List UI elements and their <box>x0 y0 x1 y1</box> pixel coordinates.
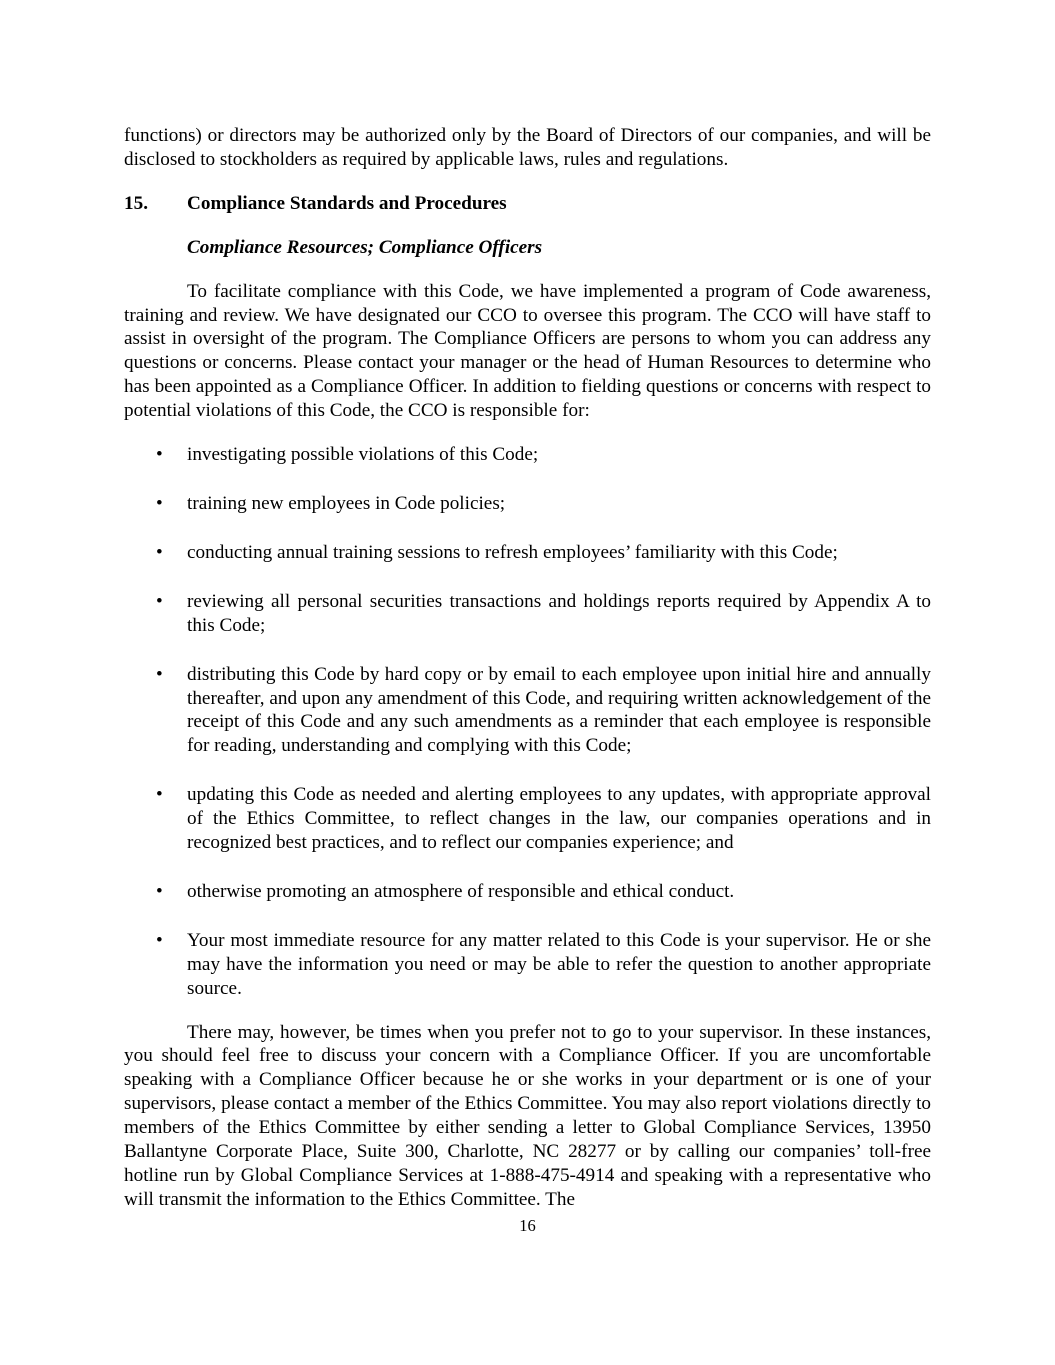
list-item-text: updating this Code as needed and alerting employees to any updates, with appropriate approval of the Ethics Committee, to reflect changes in the law, our companies operations and in recognized best practices, and to reflect our companies experience; and <box>187 784 931 854</box>
list-item-text: otherwise promoting an atmosphere of responsible and ethical conduct. <box>187 880 735 902</box>
section-title: Compliance Standards and Procedures <box>187 192 507 214</box>
list-item <box>124 443 931 467</box>
list-item <box>124 590 931 638</box>
list-item <box>124 880 931 904</box>
list-item <box>124 929 931 1001</box>
list-item <box>124 663 931 759</box>
page-number: 16 <box>519 1216 536 1235</box>
responsibilities-list <box>124 443 931 1001</box>
body-paragraph-1: To facilitate compliance with this Code, we have implemented a program of Code awareness, training and review. We have designated our CCO to oversee this program. The CCO will have staff to assist in oversight of the program. The Compliance Officers are persons to whom you can address any questions or concerns. Please contact your manager or the head of Human Resources to determine who has been appointed as a Compliance Officer. In addition to fielding questions or concerns with respect to potential violations of this Code, the CCO is responsible for: <box>124 280 931 422</box>
list-item-text: reviewing all personal securities transactions and holdings reports required by Appendix A to this Code; <box>187 590 931 636</box>
document-page <box>124 124 931 1212</box>
bullet-icon: • <box>156 541 163 563</box>
bullet-icon: • <box>156 929 163 951</box>
section-heading <box>124 192 931 216</box>
list-item-text: Your most immediate resource for any matter related to this Code is your supervisor. He or she may have the information you need or may be able to refer the question to another appropriate source. <box>187 929 931 999</box>
list-item <box>124 492 931 516</box>
bullet-icon: • <box>156 590 163 612</box>
bullet-icon: • <box>156 444 163 466</box>
intro-paragraph: functions) or directors may be authorized only by the Board of Directors of our companies, and will be disclosed to stockholders as required by applicable laws, rules and regulations. <box>124 125 931 170</box>
list-item-text: distributing this Code by hard copy or by email to each employee upon initial hire and annually thereafter, and upon any amendment of this Code, and requiring written acknowledgement of the receipt of this Code and any such amendments as a reminder that each employee is responsible for reading, understanding and complying with this Code; <box>187 663 931 757</box>
bullet-icon: • <box>156 880 163 902</box>
list-item-text: conducting annual training sessions to refresh employees’ familiarity with this Code; <box>187 541 838 563</box>
list-item-text: training new employees in Code policies; <box>187 492 506 514</box>
list-item <box>124 541 931 565</box>
bullet-icon: • <box>156 492 163 514</box>
bullet-icon: • <box>156 784 163 806</box>
list-item-text: investigating possible violations of this Code; <box>187 444 539 466</box>
body-paragraph-2: There may, however, be times when you prefer not to go to your supervisor. In these instances, you should feel free to discuss your concern with a Compliance Officer. If you are uncomfortable speaking with a Compliance Officer because he or she works in your department or is one of your supervisors, please contact a member of the Ethics Committee. You may also report violations directly to members of the Ethics Committee by either sending a letter to Global Compliance Services, 13950 Ballantyne Corporate Place, Suite 300, Charlotte, NC 28277 or by calling our companies’ toll-free hotline run by Global Compliance Services at 1-888-475-4914 and speaking with a representative who will transmit the information to the Ethics Committee. The <box>124 1021 931 1210</box>
bullet-icon: • <box>156 663 163 685</box>
list-item <box>124 783 931 855</box>
section-number: 15. <box>124 192 148 214</box>
section-subtitle: Compliance Resources; Compliance Officers <box>187 236 543 258</box>
